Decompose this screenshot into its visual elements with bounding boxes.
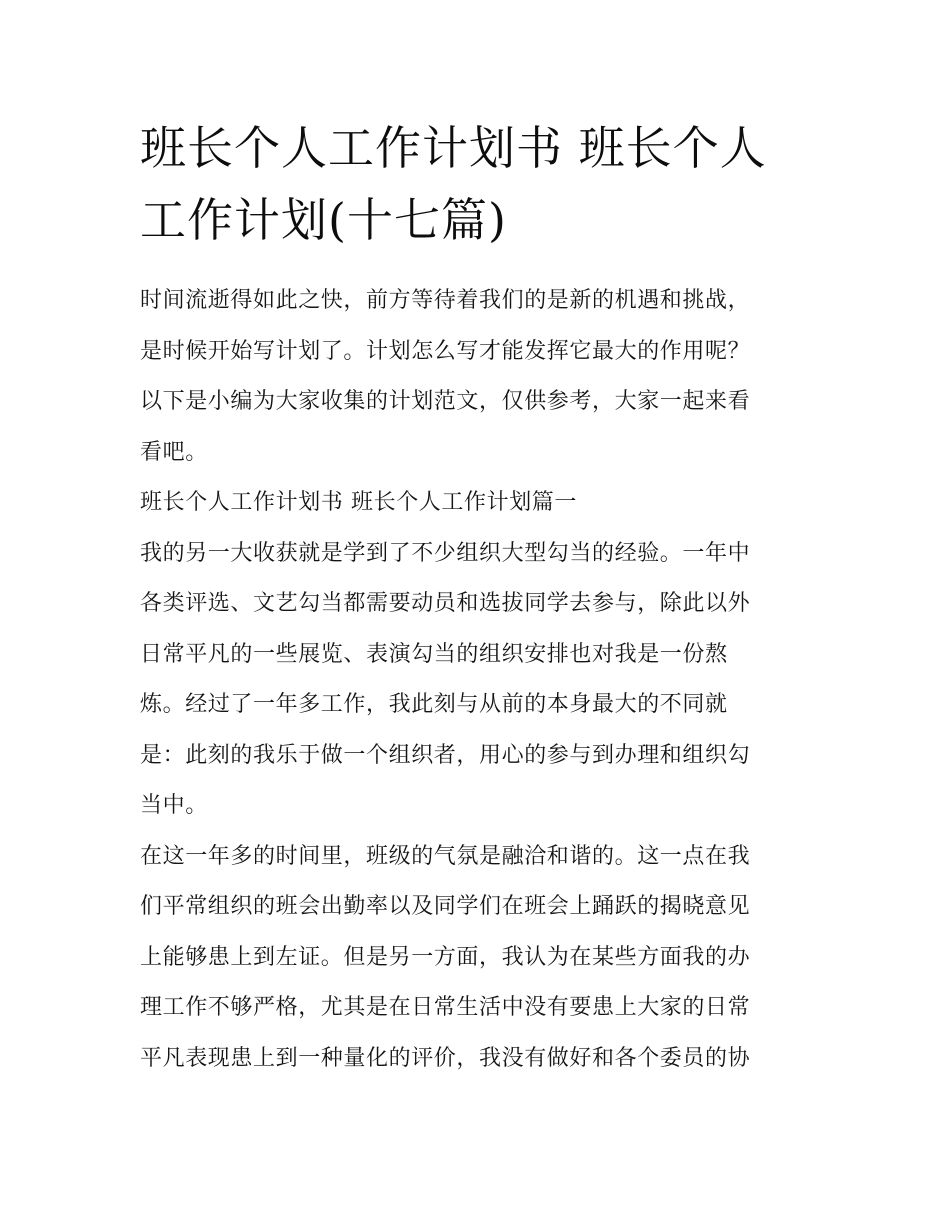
- text-line: 上能够患上到左证。但是另一方面，我认为在某些方面我的办: [140, 944, 751, 970]
- text-line: 日常平凡的一些展览、表演勾当的组织安排也对我是一份熬: [140, 641, 728, 667]
- text-line: 班长个人工作计划书 班长个人工作计划篇一: [140, 490, 577, 515]
- text-line: 时间流逝得如此之快，前方等待着我们的是新的机遇和挑战，: [140, 288, 751, 313]
- text-line: 当中。: [140, 793, 208, 818]
- text-line: 平凡表现患上到一种量化的评价，我没有做好和各个委员的协: [140, 1045, 751, 1071]
- text-line: 各类评选、文艺勾当都需要动员和选拔同学去参与，除此以外: [140, 591, 751, 616]
- section-heading: [140, 478, 812, 529]
- document-content: [140, 112, 812, 1084]
- body-paragraph: [140, 832, 812, 1085]
- document-body: [140, 276, 812, 1084]
- intro-paragraph: [140, 276, 812, 478]
- document-title: [140, 112, 812, 256]
- text-line: 在这一年多的时间里，班级的气氛是融洽和谐的。这一点在我: [140, 843, 751, 869]
- text-line: 以下是小编为大家收集的计划范文，仅供参考，大家一起来看: [140, 389, 751, 414]
- text-line: 是时候开始写计划了。计划怎么写才能发挥它最大的作用呢？: [140, 338, 751, 364]
- body-paragraph: [140, 529, 812, 832]
- text-line: 我的另一大收获就是学到了不少组织大型勾当的经验。一年中: [140, 540, 751, 566]
- text-line: 理工作不够严格，尤其是在日常生活中没有要患上大家的日常: [140, 995, 751, 1020]
- title-line: 班长个人工作计划书 班长个人: [140, 121, 767, 175]
- text-line: 们平常组织的班会出勤率以及同学们在班会上踊跃的揭晓意见: [140, 894, 751, 919]
- text-line: 看吧。: [140, 439, 208, 465]
- text-line: 炼。经过了一年多工作，我此刻与从前的本身最大的不同就: [140, 692, 728, 717]
- title-line: 工作计划(十七篇): [140, 193, 507, 247]
- text-line: 是：此刻的我乐于做一个组织者，用心的参与到办理和组织勾: [140, 742, 751, 768]
